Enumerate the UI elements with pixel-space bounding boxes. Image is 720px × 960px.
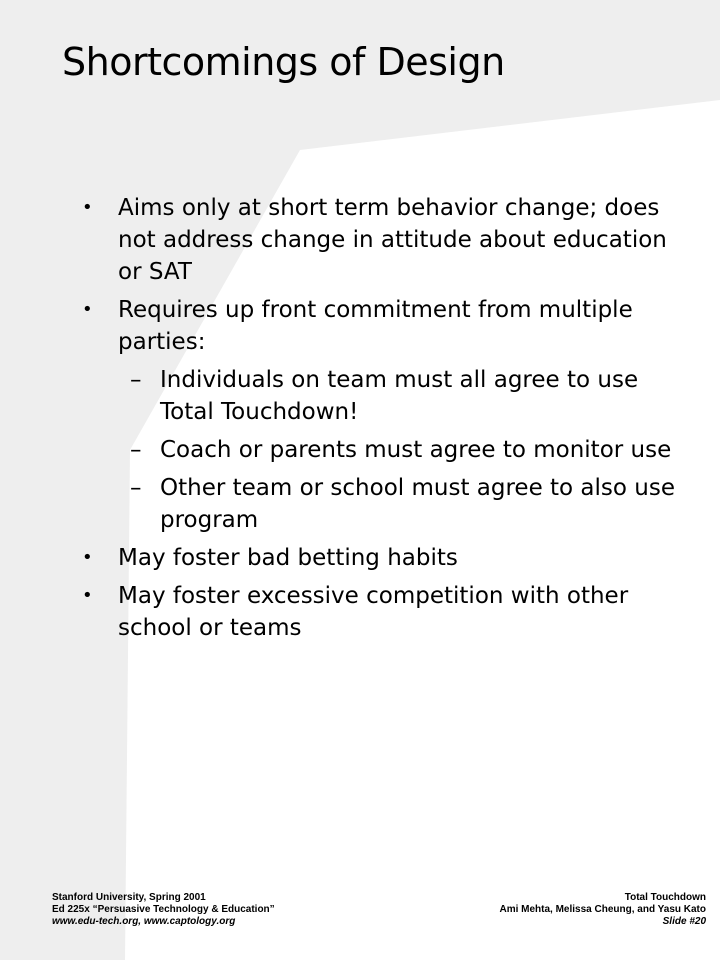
bullet-marker: •: [82, 197, 93, 218]
bullet-text: Aims only at short term behavior change; does not address change in attitude about education or SAT: [118, 195, 667, 285]
footer-slide-number: Slide #20: [662, 916, 706, 927]
footer-authors: Ami Mehta, Melissa Cheung, and Yasu Kato: [499, 904, 706, 915]
footer-university: Stanford University, Spring 2001: [52, 892, 206, 903]
sub-bullet-text: Individuals on team must all agree to use Total Touchdown!: [160, 367, 639, 425]
footer-project: Total Touchdown: [624, 892, 706, 903]
dash-marker: –: [130, 475, 142, 501]
bullet-marker: •: [82, 547, 93, 568]
bullet-marker: •: [82, 585, 93, 606]
sub-bullet-text: Other team or school must agree to also use program: [160, 475, 675, 533]
slide-title: Shortcomings of Design: [62, 40, 505, 84]
footer-links: www.edu-tech.org, www.captology.org: [52, 916, 236, 927]
footer-slide-info: [466, 892, 706, 928]
bullet-item: [80, 294, 690, 358]
sub-bullet-item: [80, 434, 690, 466]
bullet-list: [80, 192, 690, 650]
dash-marker: –: [130, 367, 142, 393]
dash-marker: –: [130, 437, 142, 463]
sub-bullet-text: Coach or parents must agree to monitor use: [160, 437, 672, 463]
sub-bullet-item: [80, 472, 690, 536]
bullet-item: [80, 580, 690, 644]
bullet-text: May foster bad betting habits: [118, 545, 458, 571]
bullet-item: [80, 542, 690, 574]
bullet-item: [80, 192, 690, 288]
footer-course-info: [52, 892, 282, 928]
bullet-text: May foster excessive competition with other school or teams: [118, 583, 629, 641]
bullet-text: Requires up front commitment from multiple parties:: [118, 297, 633, 355]
sub-bullet-item: [80, 364, 690, 428]
footer-course: Ed 225x “Persuasive Technology & Education”: [52, 904, 275, 915]
bullet-marker: •: [82, 299, 93, 320]
